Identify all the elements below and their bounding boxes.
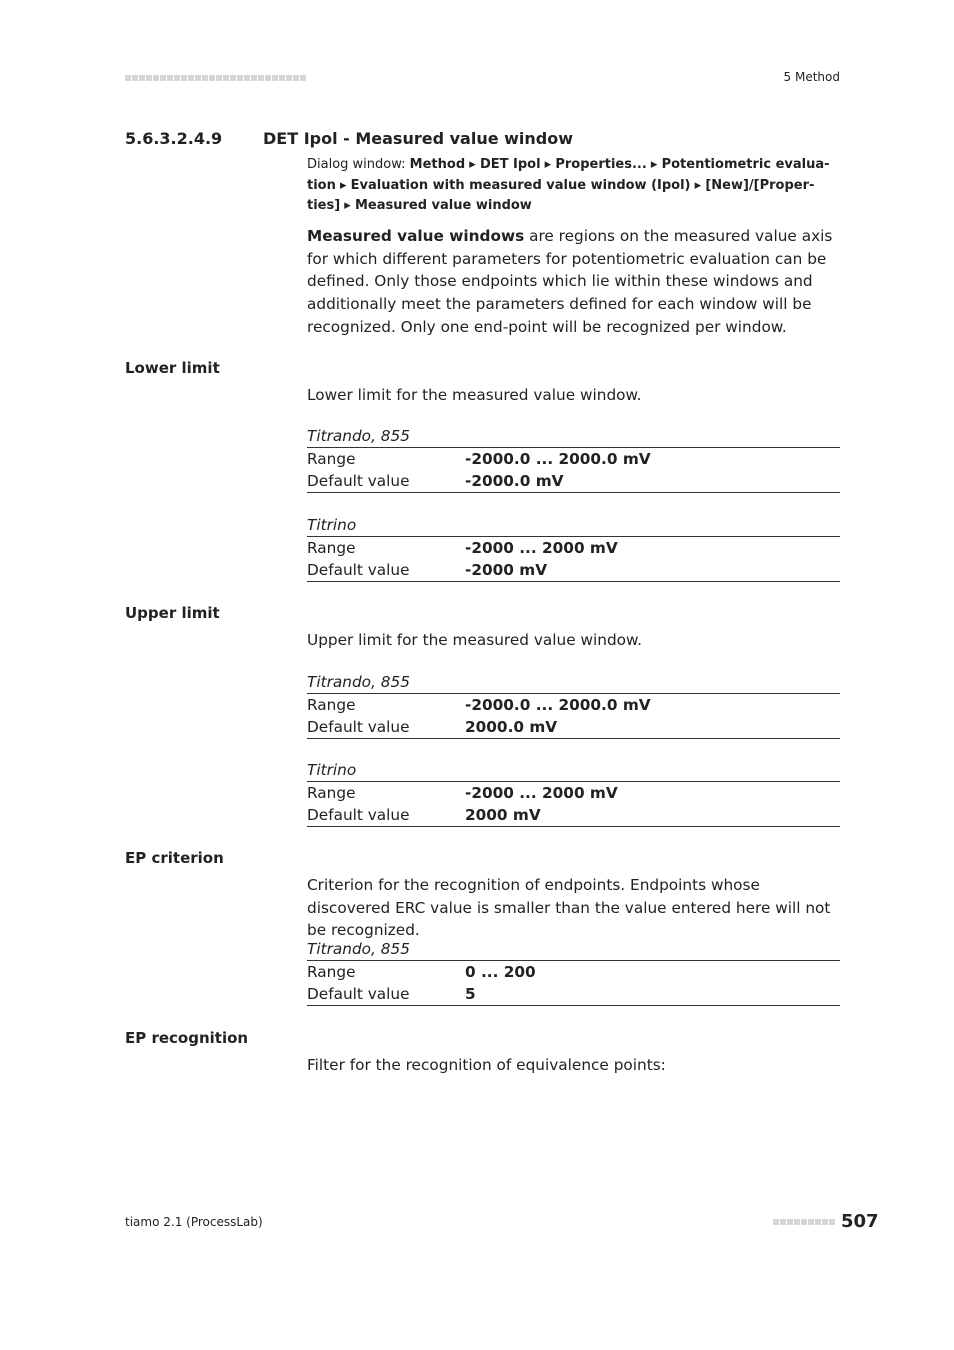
page-number: 507	[841, 1211, 879, 1232]
value-table	[307, 672, 840, 739]
header-decoration	[125, 75, 306, 81]
table-caption: Titrando, 855	[307, 672, 840, 694]
table-caption: Titrino	[307, 760, 840, 782]
table-row: Range -2000 ... 2000 mV	[307, 784, 618, 802]
dialog-path: Dialog window: Method ▸ DET Ipol ▸ Properties... ▸ Potentiometric evalua- tion ▸ Evaluation with measured value window (Ipol) ▸ [New]/[Proper- ties] ▸ Measured value window	[307, 157, 830, 213]
param-term-ep-recognition: EP recognition	[125, 1029, 249, 1047]
param-desc-ep-recognition: Filter for the recognition of equivalence points:	[307, 1056, 666, 1074]
table-caption: Titrino	[307, 515, 840, 537]
value-table	[307, 515, 840, 582]
table-row: Default value -2000.0 mV	[307, 470, 840, 493]
value-table	[307, 426, 840, 493]
footer-decoration	[773, 1219, 835, 1225]
table-caption: Titrando, 855	[307, 426, 840, 448]
param-term-ep-criterion: EP criterion	[125, 849, 224, 867]
table-row: Default value 2000.0 mV	[307, 716, 840, 739]
table-row: Range -2000.0 ... 2000.0 mV	[307, 450, 651, 468]
table-row: Range 0 ... 200	[307, 963, 536, 981]
chapter-title: 5 Method	[783, 70, 840, 84]
table-row: Range -2000.0 ... 2000.0 mV	[307, 696, 651, 714]
table-row: Default value -2000 mV	[307, 559, 840, 582]
table-row: Range -2000 ... 2000 mV	[307, 539, 618, 557]
footer-page	[773, 1211, 879, 1232]
param-desc-upper-limit: Upper limit for the measured value window.	[307, 631, 642, 649]
footer-product: tiamo 2.1 (ProcessLab)	[125, 1215, 263, 1229]
value-table	[307, 760, 840, 827]
value-table	[307, 939, 840, 1006]
table-caption: Titrando, 855	[307, 939, 840, 961]
table-row: Default value 2000 mV	[307, 804, 840, 827]
table-row: Default value 5	[307, 983, 840, 1006]
section-title: DET Ipol - Measured value window	[263, 129, 574, 148]
param-desc-ep-criterion: Criterion for the recognition of endpoints. Endpoints whose discovered ERC value is smaller than the value entered here will not be recognized.	[307, 876, 831, 940]
section-number: 5.6.3.2.4.9	[125, 129, 223, 148]
param-term-lower-limit: Lower limit	[125, 359, 220, 377]
param-desc-lower-limit: Lower limit for the measured value window.	[307, 386, 642, 404]
intro-paragraph: Measured value windows are regions on the measured value axis for which different parameters for potentiometric evaluation can be defined. Only those endpoints which lie within these windows and additionally meet the parameters defined for each window will be recognized. Only one end-point will be recognized per window.	[307, 227, 833, 336]
param-term-upper-limit: Upper limit	[125, 604, 220, 622]
